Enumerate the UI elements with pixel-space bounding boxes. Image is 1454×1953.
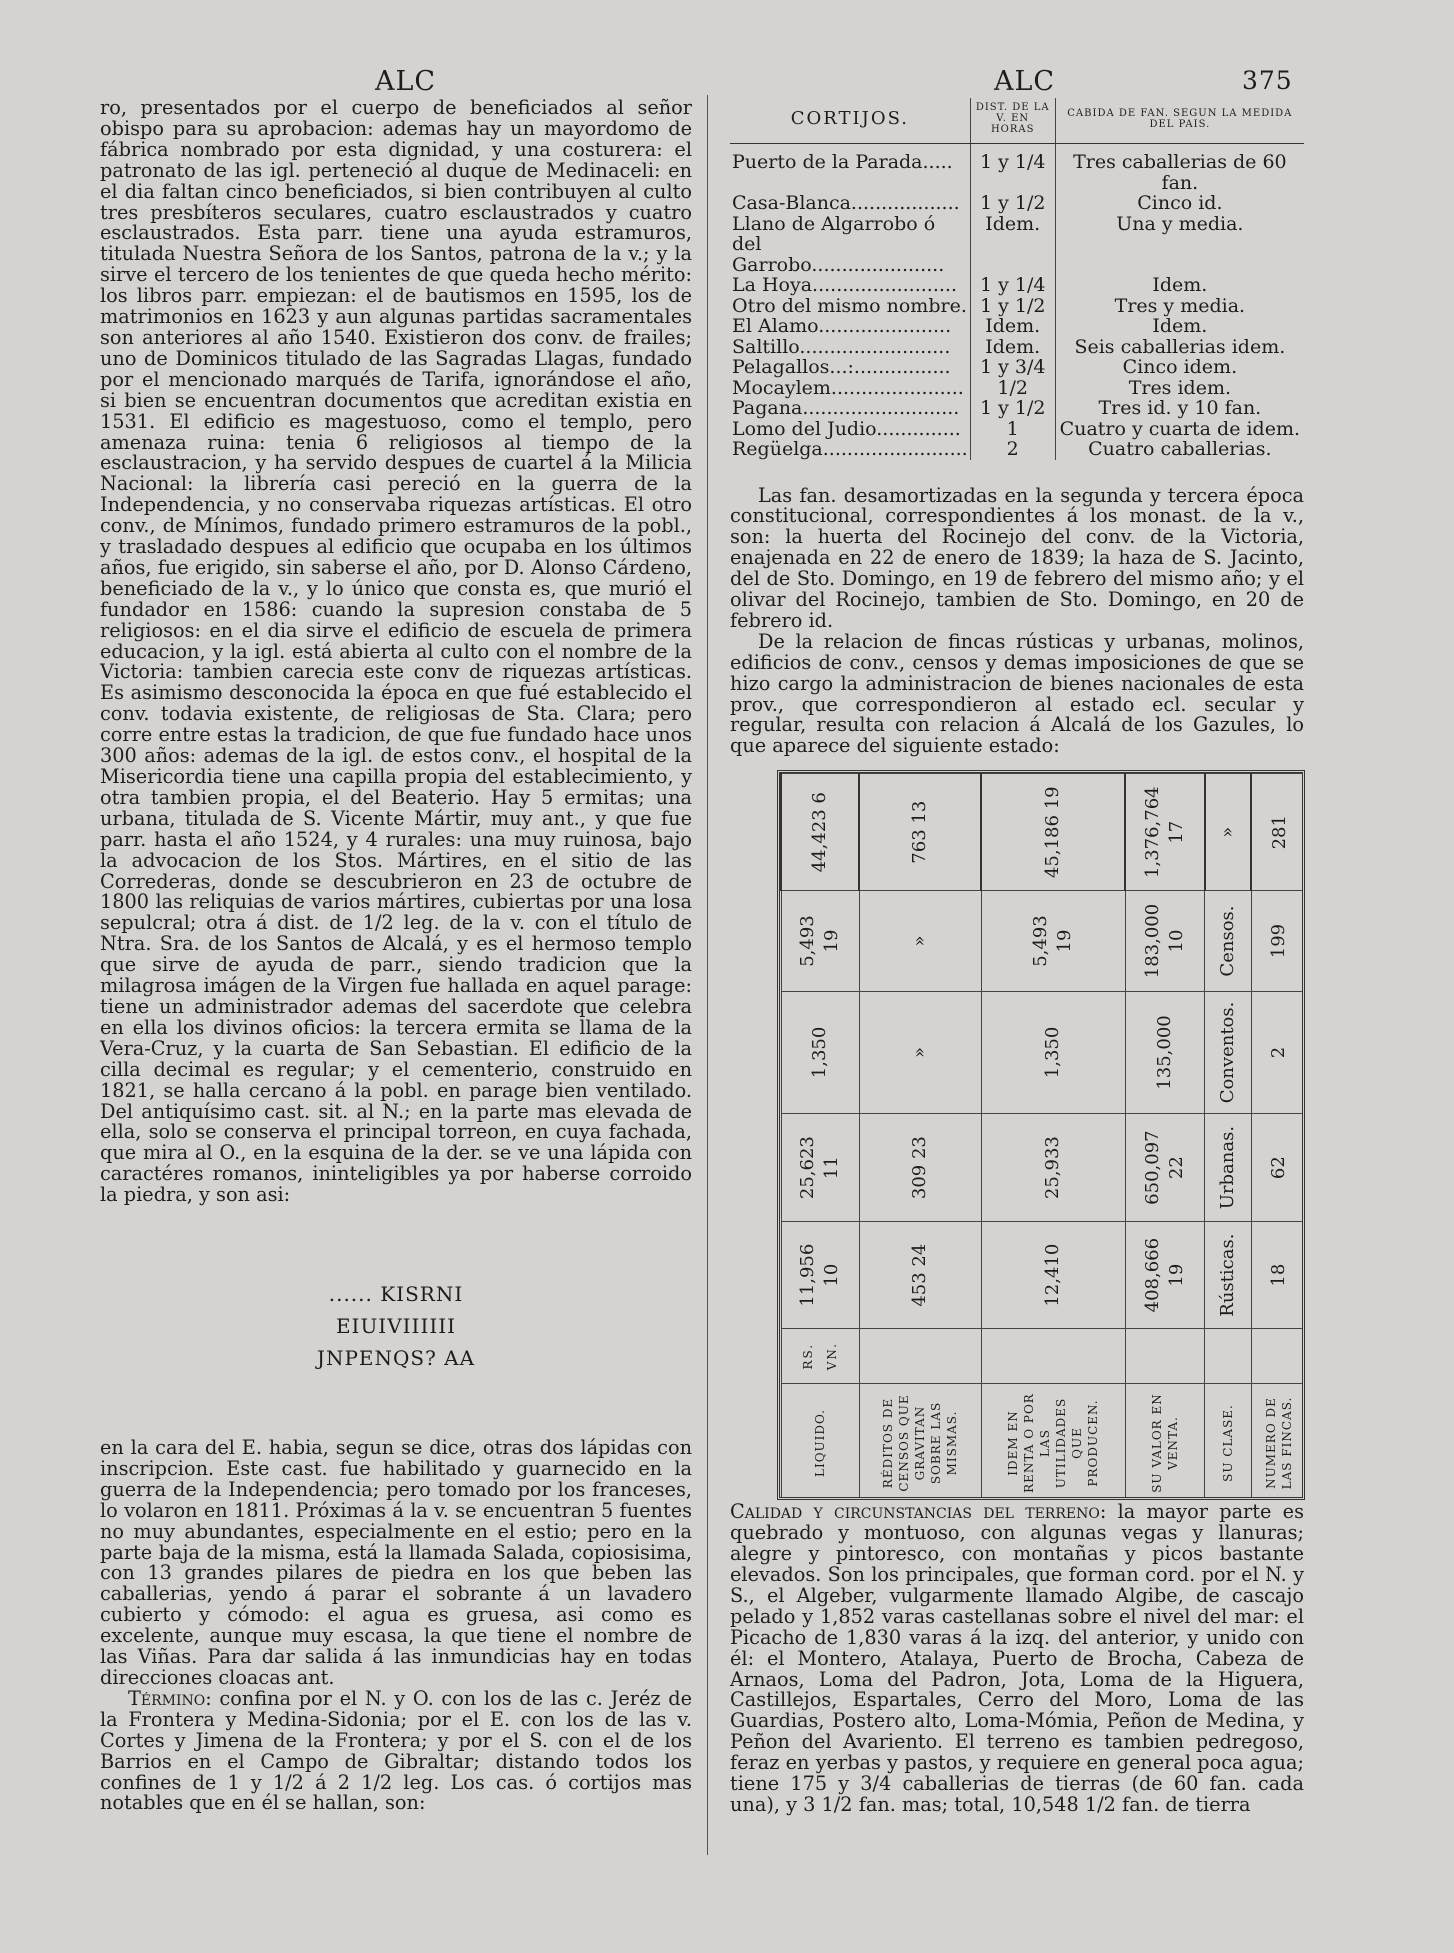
cortijo-distance: 1 y 1/4 [970,275,1055,296]
cortijo-distance: 1 y 1/2 [970,296,1055,317]
left-column [100,98,692,1814]
estado-cell: 18 [1251,1221,1305,1328]
estado-cell-blank [859,1329,981,1384]
cortijo-row [730,419,1304,440]
estado-cell: 5,493 19 [981,891,1125,991]
cortijo-cabida: Cinco id. [1137,192,1223,214]
cortijo-row [730,398,1304,419]
cortijo-cabida: Tres idem. [1128,376,1232,399]
cortijo-row [730,357,1304,378]
estado-cell: 11,956 10 [781,1221,859,1328]
calidad-paragraph [730,1502,1304,1816]
cortijo-distance: 1 [970,419,1055,440]
estado-cell-blank [1205,1329,1252,1384]
estado-table [780,773,1305,1500]
cortijo-cabida: Idem. [1152,315,1208,337]
estado-cell: 135,000 [1125,991,1205,1114]
estado-cell: 5,493 19 [781,891,859,991]
estado-row-reditos [859,774,981,1501]
cortijos-header-name: CORTIJOS. [730,98,970,144]
estado-total-cell: 45,186 19 [981,774,1125,891]
estado-table-rotated [780,773,1305,1500]
cortijo-row [730,193,1304,214]
cortijo-cabida: Tres caballerias de 60 fan. [1073,151,1287,194]
estado-cell: 2 [1251,991,1305,1114]
estado-total-cell: 281 [1251,774,1305,891]
estado-row-valor [1125,774,1205,1501]
termino-lead: Término [128,1686,206,1710]
cortijo-row [730,316,1304,337]
estado-total-cell: 763 13 [859,774,981,891]
estado-total-cell: » [1205,774,1252,891]
estado-header-liquido-label: LIQUIDO. [813,1409,828,1477]
estado-cell: 1,350 [781,991,859,1114]
estado-header-clase: SU CLASE. [1205,1384,1252,1501]
cortijo-distance: 2 [970,439,1055,460]
cortijo-name: Saltillo......................... [732,335,951,358]
header-center: ALC [994,66,1056,97]
estado-cell-blank [1251,1329,1305,1384]
cortijo-row [730,439,1304,460]
estado-cell-blank [981,1329,1125,1384]
estado-total-cell: 1,376,764 17 [1125,774,1205,891]
cortijos-table [730,98,1304,460]
roman-inscription [100,1278,692,1374]
cortijo-distance: Idem. [970,337,1055,358]
cortijo-distance: 1 y 1/4 [970,144,1055,194]
cortijo-cabida: Tres id. y 10 fan. [1098,397,1262,419]
cortijo-name: Llano de Algarrobo ó del Garrobo...................... [732,212,945,276]
right-paragraph-1: Las fan. desamortizadas en la segunda y tercera época constitucional, correspondientes á los monast. de la v., son: la huerta del Rocinejo del conv. de la Victoria, enajenada en 22 de enero de 1839; la haza de S. Jacinto, del de Sto. Domingo, en 19 de febrero del mismo año; y el olivar del Rocinejo, tambien de Sto. Domingo, en 20 de febrero id. [730,483,1304,632]
cortijo-name: Regüelga........................ [732,438,968,460]
left-paragraph-2-text: en la cara del E. habia, segun se dice, otras dos lápidas con inscripcion. Este cast. fue habilitado y guarnecido en la guerra de la Independencia; pero tomado por los franceses, lo volaron en 1811. Próximas á la v. se encuentran 5 fuentes no muy abundantes, especialmente en el estio; pero en la parte baja de la misma, está la llamada Salada, copiosisima, con 13 grandes pilares de piedra en los que beben las caballerias, yendo á parar el sobrante á un lavadero cubierto y cómodo: el agua es gruesa, asi como es excelente, aunque muy escasa, la que tiene el nombre de las Viñas. Para dar salida á las inmundicias hay en todas direcciones cloacas ant. [100,1436,692,1689]
cortijo-name: Pagana.......................... [732,397,960,419]
cortijo-cabida: Idem. [1152,274,1208,296]
cortijo-distance: 1/2 [970,378,1055,399]
page-number: 375 [1242,66,1293,95]
cortijo-name: Otro del mismo nombre. [732,294,967,317]
cortijo-distance: 1 y 1/2 [970,193,1055,214]
estado-total-cell: 44,423 6 [781,774,859,891]
termino-text: : confina por el N. y O. con los de las c. Jeréz de la Frontera y Medina-Sidonia; por el E. con los de las v. Cortes y Jimena de la Frontera; y por el S. con el de los Barrios en el Campo de Gibraltar; distando todos los confines de 1 y 1/2 á 2 1/2 leg. Los cas. ó cortijos mas notables que en él se hallan, son: [100,1686,692,1815]
termino-paragraph [100,1686,692,1815]
cortijo-name: La Hoya........................ [732,274,958,296]
cortijo-row [730,337,1304,358]
cortijo-name: Casa-Blanca.................. [732,192,960,214]
estado-cell: » [859,991,981,1114]
estado-cell-subheader: RS. VN. [781,1329,859,1384]
cortijo-row [730,214,1304,276]
estado-cell: Conventos. [1205,991,1252,1114]
estado-row-liquido [781,774,859,1501]
cortijos-header-dist: DIST. DE LA V. EN HORAS [970,98,1055,144]
inscription-line: JNPENQS? AA [316,1346,476,1371]
cortijo-cabida: Cinco idem. [1122,356,1238,378]
cortijo-row [730,144,1304,194]
estado-row-numero [1251,774,1305,1501]
column-divider [707,95,708,1855]
estado-cell: 1,350 [981,991,1125,1114]
cortijo-cabida: Tres y media. [1114,294,1246,317]
cortijo-name: Pelagallos...:................ [732,356,951,378]
estado-row-clase [1205,774,1252,1501]
estado-cell: Rústicas. [1205,1221,1252,1328]
right-paragraph-2: De la relacion de fincas rústicas y urbanas, molinos, edificios de conv., censos y demas imposiciones de que se hizo cargo la administracion de bienes nacionales de esta prov., que correspondieron al estado ecl. secular y regular, resulta con relacion á Alcalá de los Gazules, lo que aparece del siguiente estado: [730,629,1304,758]
cortijo-row [730,296,1304,317]
estado-header-reditos: RÉDITOS DE CENSOS QUE GRAVITAN SOBRE LAS MISMAS. [859,1384,981,1501]
estado-cell: 650,097 22 [1125,1114,1205,1222]
estado-header-liquido [781,1384,859,1501]
estado-cell: 183,000 10 [1125,891,1205,991]
cortijo-distance: 1 y 1/2 [970,398,1055,419]
inscription-line: ...... KISRNI [328,1282,464,1307]
cortijo-cabida: Cuatro y cuarta de idem. [1059,417,1301,440]
cortijo-row [730,275,1304,296]
cortijos-body [730,144,1304,460]
cortijo-row [730,378,1304,399]
estado-cell: 12,410 [981,1221,1125,1328]
cortijo-cabida: Seis caballerias idem. [1074,335,1286,358]
estado-row-renta [981,774,1125,1501]
left-paragraph-2 [100,1438,692,1689]
cortijo-distance: Idem. [970,214,1055,276]
estado-header-valor: SU VALOR EN VENTA. [1125,1384,1205,1501]
cortijo-name: Puerto de la Parada..... [732,151,953,173]
estado-cell-blank [1125,1329,1205,1384]
estado-header-renta: IDEM EN RENTA O POR LAS UTILIDADES QUE PRODUCEN. [981,1384,1125,1501]
estado-cell: Censos. [1205,891,1252,991]
estado-cell: 309 23 [859,1114,981,1222]
calidad-text: : la mayor parte es quebrado y montuoso, con algunas vegas y llanuras; alegre y pintoresco, con montañas y picos bastante elevados. Son los principales, que forman cord. por el N. y S., el Algeber, vulgarmente llamado Algibe, de cascajo pelado y 1,852 varas castellanas sobre el nivel del mar: el Picacho de 1,830 varas á la izq. del anterior, y unido con él: el Montero, Atalaya, Puerto de Brocha, Cabeza de Arnaos, Loma del Padron, Jota, Loma de la Higuera, Castillejos, Espartales, Cerro del Moro, Loma de las Guardias, Postero alto, Loma-Mómia, Peñon de Medina, y Peñon del Avariento. El terreno es tambien pedregoso, feraz en yerbas y pastos, y requiere en general poca agua; tiene 175 y 3/4 caballerias de tierras (de 60 fan. cada una), y 3 1/2 fan. mas; total, 10,548 1/2 fan. de tierra [730,1500,1304,1816]
header-left: ALC [375,66,437,97]
estado-cell: 453 24 [859,1221,981,1328]
cortijos-header-cabida: CABIDA DE FAN. SEGUN LA MEDIDA DEL PAIS. [1055,98,1304,144]
inscription-line: EIUIVIIIIII [335,1314,457,1339]
estado-cell: 199 [1251,891,1305,991]
estado-cell: Urbanas. [1205,1114,1252,1222]
left-paragraph-1: ro, presentados por el cuerpo de beneficiados al señor obispo para su aprobacion: ademas hay un mayordomo de fábrica nombrado por esta dignidad, y una costurera: el patronato de las igl. perteneció al duque de Medinaceli: en el dia faltan cinco beneficiados, si bien contribuyen al culto tres presbíteros seculares, cuatro esclaustrados y cuatro esclaustrados. Esta parr. tiene una ayuda estramuros, titulada Nuestra Señora de los Santos, patrona de la v.; y la sirve el tercero de los tenientes de que queda hecho mérito: los libros parr. empiezan: el de bautismos en 1595, los de matrimonios en 1623 y aun algunas partidas sacramentales son anteriores al año 1540. Existieron dos conv. de frailes; uno de Dominicos titulado de las Sagradas Llagas, fundado por el mencionado marqués de Tarifa, ignorándose el año, si bien se encuentran documentos que acreditan existia en 1531. El edificio es magestuoso, como el templo, pero amenaza ruina: tenia 6 religiosos al tiempo de la esclaustracion, y ha servido despues de cuartel á la Milicia Nacional: la librería casi pereció en la guerra de la Independencia, y no conservaba riquezas artísticas. El otro conv., de Mínimos, fundado primero estramuros de la pobl., y trasladado despues al edificio que ocupaba en los últimos años, fue erigido, sin saberse el año, por D. Alonso Cárdeno, beneficiado de la v., y lo único que consta es, que murió el fundador en 1586: cuando la supresion constaba de 5 religiosos: en el dia sirve el edificio de escuela de primera educacion, y la igl. está abierta al culto con el nombre de la Victoria: tambien carecia este conv de riquezas artísticas. Es asimismo desconocida la época en que fué establecido el conv. todavia existente, de religiosas de Sta. Clara; pero corre entre estas la tradicion, de que fue fundado hace unos 300 años: ademas de la igl. de estos conv., el hospital de la Misericordia tiene una capilla propia del establecimiento, y otra tambien propia, el del Beaterio. Hay 5 ermitas; una urbana, titulada de S. Vicente Mártir, muy ant., y que fue parr. hasta el año 1524, y 4 rurales: una muy ruinosa, bajo la advocacion de los Stos. Mártires, en el sitio de las Correderas, donde se descubrieron en 23 de octubre de 1800 las reliquias de varios mártires, cubiertas por una losa sepulcral; otra á dist. de 1/2 leg. de la v. con el título de Ntra. Sra. de los Santos de Alcalá, y es el hermoso templo que sirve de ayuda de parr., siendo tradicion que la milagrosa imágen de la Virgen fue hallada en aquel parage: tiene un administrador ademas del sacerdote que celebra en ella los divinos oficios: la tercera ermita se llama de la Vera-Cruz, y la cuarta de San Sebastian. El edificio de la cilla decimal es regular; y el cementerio, construido en 1821, se halla cercano á la pobl. en parage bien ventilado. Del antiquísimo cast. sit. al N.; en la parte mas elevada de ella, solo se conserva el principal torreon, en cuya fachada, que mira al O., en la esquina de la der. se ve una lápida con caractéres romanos, ininteligibles ya por haberse corroido la piedra, y son asi: [100,96,692,1207]
cortijo-distance: 1 y 3/4 [970,357,1055,378]
cortijo-name: Lomo del Judio.............. [732,417,961,440]
estado-cell: » [859,891,981,991]
cortijo-cabida: Una y media. [1116,212,1244,235]
calidad-lead: Calidad y circunstancias del terreno [730,1500,1100,1524]
estado-table-frame [777,770,1305,1500]
cortijo-name: Mocaylem...................... [732,376,964,399]
estado-cell: 25,623 11 [781,1114,859,1222]
estado-cell: 25,933 [981,1114,1125,1222]
estado-cell: 408,666 19 [1125,1221,1205,1328]
estado-cell: 62 [1251,1114,1305,1222]
cortijo-distance: Idem. [970,316,1055,337]
estado-header-numero: NUMERO DE LAS FINCAS. [1251,1384,1305,1501]
cortijo-cabida: Cuatro caballerias. [1088,438,1272,460]
cortijo-name: El Alamo...................... [732,315,952,337]
